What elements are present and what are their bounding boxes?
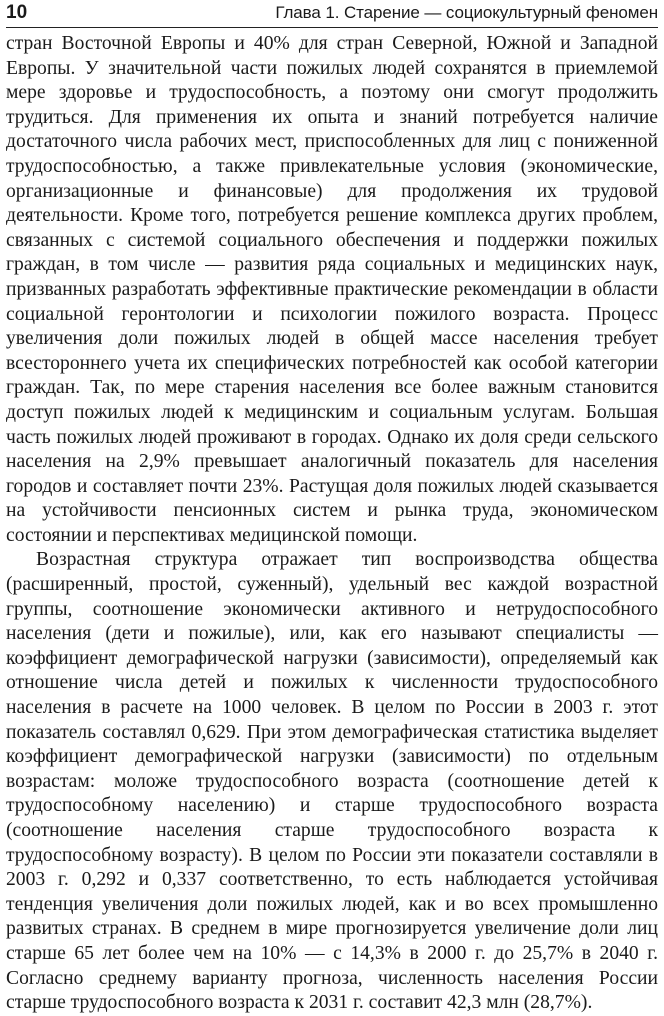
- paragraph-age-structure: Возрастная структура отражает тип воспроизводства общества (расширенный, простой, суженный), удельный вес каждой возрастной группы, соотношение экономически активного и нетрудоспособного населения (дети и пожилые), или, как его называют специалисты — коэффициент демографической нагрузки (зависимости), определяемый как отношение числа детей и пожилых к численности трудоспособного населения в расчете на 1000 человек. В целом по России в 2003 г. этот показатель составлял 0,629. При этом демографическая статистика выделяет коэффициент демографической нагрузки (зависимости) по отдельным возрастам: моложе трудоспособного возраста (соотношение детей к трудоспособному населению) и старше трудоспособного возраста (соотношение населения старше трудоспособного возраста к трудоспособному возрасту). В целом по России эти показатели составляли в 2003 г. 0,292 и 0,337 соответственно, то есть наблюдается устойчивая тенденция увеличения доли пожилых людей, как и во всех промышленно развитых странах. В среднем в мире прогнозируется увеличение доли лиц старше 65 лет более чем на 10% — с 14,3% в 2000 г. до 25,7% в 2040 г. Согласно среднему варианту прогноза, численность населения России старше трудоспособного возраста к 2031 г. составит 42,3 млн (28,7%).: [6, 549, 658, 1014]
- running-header: [6, 1, 658, 28]
- chapter-title: Глава 1. Старение — социокультурный феномен: [275, 3, 658, 22]
- body-text: [6, 32, 658, 1016]
- paragraph-continued: стран Восточной Европы и 40% для стран Северной, Южной и Западной Европы. У значительной части пожилых людей сохранятся в приемлемой мере здоровье и трудоспособность, а поэтому они смогут продолжить трудиться. Для применения их опыта и знаний потребуется наличие достаточного числа рабочих мест, приспособленных для лиц с пониженной трудоспособностью, а также привлекательные условия (экономические, организационные и финансовые) для продолжения их трудовой деятельности. Кроме того, потребуется решение комплекса других проблем, связанных с системой социального обеспечения и поддержки пожилых граждан, в том числе — развития ряда социальных и медицинских наук, призванных разработать эффективные практические рекомендации в области социальной геронтологии и психологии пожилого возраста. Процесс увеличения доли пожилых людей в общей массе населения требует всестороннего учета их специфических потребностей как особой категории граждан. Так, по мере старения населения все более важным становится доступ пожилых людей к медицинским и социальным услугам. Большая часть пожилых людей проживают в городах. Однако их доля среди сельского населения на 2,9% превышает аналогичный показатель для населения городов и составляет почти 23%. Растущая доля пожилых людей сказывается на устойчивости пенсионных систем и рынка труда, экономическом состоянии и перспективах медицинской помощи.: [6, 33, 658, 546]
- page-number: 10: [6, 2, 28, 23]
